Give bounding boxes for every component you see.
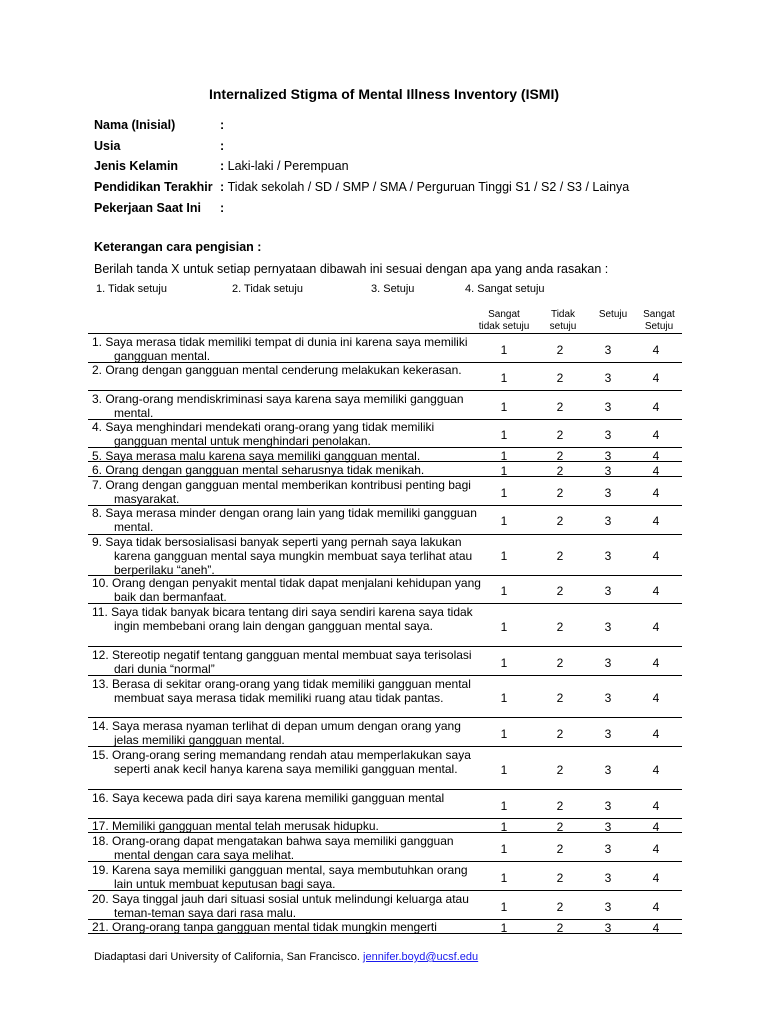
- table-row: [88, 576, 682, 603]
- score-option-4[interactable]: 4: [652, 400, 660, 414]
- table-row: [88, 892, 682, 919]
- table-row: [88, 463, 682, 476]
- statement-text: 18. Orang-orang dapat mengatakan bahwa saya memiliki gangguan mental dengan cara saya melihat.: [92, 834, 457, 862]
- statement-text: 15. Orang-orang sering memandang rendah atau memperlakukan saya seperti anak kecil hanya karena saya memiliki gangguan mental.: [92, 748, 475, 776]
- score-option-1[interactable]: 1: [500, 584, 508, 598]
- table-row: [88, 363, 682, 390]
- table-row: [88, 335, 682, 362]
- statement-text: 7. Orang dengan gangguan mental memberikan kontribusi penting bagi masyarakat.: [92, 478, 475, 506]
- row-divider: [88, 832, 682, 833]
- identity-colon: :: [220, 118, 225, 132]
- footer: [94, 951, 478, 963]
- page-title: Internalized Stigma of Mental Illness Inventory (ISMI): [208, 86, 560, 102]
- statement-text: 20. Saya tinggal jauh dari situasi sosial untuk melindungi keluarga atau teman-teman saya dari rasa malu.: [92, 892, 473, 920]
- row-divider: [88, 789, 682, 790]
- score-option-2[interactable]: 2: [556, 486, 564, 500]
- statement-text: 13. Berasa di sekitar orang-orang yang tidak memiliki gangguan mental membuat saya merasa tidak memiliki ruang atau tidak pantas.: [92, 677, 475, 705]
- score-option-3[interactable]: 3: [604, 691, 612, 705]
- score-option-3[interactable]: 3: [604, 428, 612, 442]
- score-option-4[interactable]: 4: [652, 486, 660, 500]
- statement-text: 10. Orang dengan penyakit mental tidak dapat menjalani kehidupan yang baik dan bermanfaat.: [92, 576, 485, 604]
- row-divider: [88, 447, 682, 448]
- statement-text: 19. Karena saya memiliki gangguan mental, saya membutuhkan orang lain untuk membuat keputusan bagi saya.: [92, 863, 471, 891]
- score-option-3[interactable]: 3: [604, 371, 612, 385]
- statement-text: 2. Orang dengan gangguan mental cenderung melakukan kekerasan.: [92, 363, 462, 377]
- statement-text: 9. Saya tidak bersosialisasi banyak seperti yang pernah saya lakukan karena gangguan mental saya mungkin membuat saya terlihat atau berperilaku “aneh”.: [92, 535, 476, 577]
- statement-text: 1. Saya merasa tidak memiliki tempat di dunia ini karena saya memiliki gangguan mental.: [92, 335, 471, 363]
- scale-option: 4. Sangat setuju: [465, 283, 545, 295]
- email-link[interactable]: jennifer.boyd@ucsf.edu: [363, 951, 479, 963]
- table-row: [88, 648, 682, 675]
- score-option-1[interactable]: 1: [500, 449, 508, 463]
- identity-colon: :: [220, 159, 228, 173]
- score-option-1[interactable]: 1: [500, 486, 508, 500]
- score-option-2[interactable]: 2: [556, 400, 564, 414]
- score-option-4[interactable]: 4: [652, 371, 660, 385]
- score-option-1[interactable]: 1: [500, 400, 508, 414]
- statement-text: 21. Orang-orang tanpa gangguan mental tidak mungkin mengerti: [92, 920, 437, 934]
- table-row: [88, 449, 682, 461]
- column-header: Tidak setuju: [549, 309, 577, 332]
- score-option-4[interactable]: 4: [652, 656, 660, 670]
- score-option-4[interactable]: 4: [652, 900, 660, 914]
- column-header: Setuju: [598, 309, 628, 320]
- footer-text: Diadaptasi dari University of California, San Francisco.: [94, 951, 364, 963]
- score-option-1[interactable]: 1: [500, 763, 508, 777]
- score-option-4[interactable]: 4: [652, 514, 660, 528]
- column-header: Sangat Setuju: [643, 309, 675, 332]
- score-option-1[interactable]: 1: [500, 820, 508, 834]
- row-divider: [88, 461, 682, 462]
- score-option-2[interactable]: 2: [556, 584, 564, 598]
- score-option-2[interactable]: 2: [556, 343, 564, 357]
- score-option-4[interactable]: 4: [652, 464, 660, 478]
- score-option-1[interactable]: 1: [500, 871, 508, 885]
- identity-label: Nama (Inisial): [94, 118, 176, 132]
- score-option-4[interactable]: 4: [652, 584, 660, 598]
- score-option-4[interactable]: 4: [652, 871, 660, 885]
- score-option-2[interactable]: 2: [556, 727, 564, 741]
- table-row: [88, 677, 682, 717]
- table-row: [88, 791, 682, 818]
- statement-text: 14. Saya merasa nyaman terlihat di depan umum dengan orang yang jelas memiliki gangguan mental.: [92, 719, 465, 747]
- row-divider: [88, 390, 682, 391]
- score-option-4[interactable]: 4: [652, 620, 660, 634]
- scale-option: 2. Tidak setuju: [232, 283, 303, 295]
- score-option-2[interactable]: 2: [556, 763, 564, 777]
- score-option-3[interactable]: 3: [604, 842, 612, 856]
- identity-label: Jenis Kelamin: [94, 159, 179, 173]
- score-option-3[interactable]: 3: [604, 620, 612, 634]
- identity-label: Pendidikan Terakhir: [94, 180, 213, 194]
- score-option-2[interactable]: 2: [556, 371, 564, 385]
- score-option-1[interactable]: 1: [500, 464, 508, 478]
- score-option-1[interactable]: 1: [500, 900, 508, 914]
- score-option-2[interactable]: 2: [556, 820, 564, 834]
- score-option-2[interactable]: 2: [556, 691, 564, 705]
- score-option-2[interactable]: 2: [556, 620, 564, 634]
- score-option-3[interactable]: 3: [604, 549, 612, 563]
- score-option-2[interactable]: 2: [556, 549, 564, 563]
- score-option-3[interactable]: 3: [604, 400, 612, 414]
- identity-label: Pekerjaan Saat Ini: [94, 201, 202, 215]
- identity-colon: :: [220, 201, 225, 215]
- table-row: [88, 920, 682, 933]
- score-option-1[interactable]: 1: [500, 514, 508, 528]
- score-option-2[interactable]: 2: [556, 464, 564, 478]
- score-option-4[interactable]: 4: [652, 842, 660, 856]
- score-option-1[interactable]: 1: [500, 428, 508, 442]
- identity-colon: :: [220, 180, 228, 194]
- score-option-3[interactable]: 3: [604, 486, 612, 500]
- statement-text: 3. Orang-orang mendiskriminasi saya karena saya memiliki gangguan mental.: [92, 392, 467, 420]
- score-option-3[interactable]: 3: [604, 820, 612, 834]
- statement-text: 4. Saya menghindari mendekati orang-orang yang tidak memiliki gangguan mental untuk menghindari penolakan.: [92, 420, 438, 448]
- score-option-4[interactable]: 4: [652, 763, 660, 777]
- row-divider: [88, 861, 682, 862]
- identity-field: [94, 179, 629, 195]
- score-option-1[interactable]: 1: [500, 842, 508, 856]
- table-row: [88, 748, 682, 789]
- table-row: [88, 834, 682, 861]
- statement-text: 12. Stereotip negatif tentang gangguan mental membuat saya terisolasi dari dunia “normal”: [92, 648, 475, 676]
- table-row: [88, 392, 682, 419]
- score-option-3[interactable]: 3: [604, 871, 612, 885]
- score-option-1[interactable]: 1: [500, 691, 508, 705]
- score-option-3[interactable]: 3: [604, 449, 612, 463]
- row-divider: [88, 476, 682, 477]
- score-option-1[interactable]: 1: [500, 799, 508, 813]
- score-option-2[interactable]: 2: [556, 799, 564, 813]
- score-option-3[interactable]: 3: [604, 799, 612, 813]
- score-option-2[interactable]: 2: [556, 921, 564, 935]
- score-option-2[interactable]: 2: [556, 514, 564, 528]
- score-option-3[interactable]: 3: [604, 464, 612, 478]
- score-option-4[interactable]: 4: [652, 691, 660, 705]
- score-option-4[interactable]: 4: [652, 727, 660, 741]
- table-row: [88, 605, 682, 646]
- statement-text: 6. Orang dengan gangguan mental seharusnya tidak menikah.: [92, 463, 425, 477]
- row-divider: [88, 675, 682, 676]
- row-divider: [88, 603, 682, 604]
- score-option-2[interactable]: 2: [556, 428, 564, 442]
- score-option-4[interactable]: 4: [652, 428, 660, 442]
- row-divider: [88, 890, 682, 891]
- table-row: [88, 819, 682, 832]
- score-option-4[interactable]: 4: [652, 799, 660, 813]
- score-option-2[interactable]: 2: [556, 656, 564, 670]
- score-option-1[interactable]: 1: [500, 549, 508, 563]
- identity-field: [94, 117, 224, 133]
- score-option-1[interactable]: 1: [500, 727, 508, 741]
- score-option-3[interactable]: 3: [604, 763, 612, 777]
- statement-text: 5. Saya merasa malu karena saya memiliki gangguan mental.: [92, 449, 421, 463]
- scale-option: 1. Tidak setuju: [96, 283, 167, 295]
- table-row: [88, 478, 682, 505]
- table-row: [88, 420, 682, 447]
- score-option-1[interactable]: 1: [500, 343, 508, 357]
- score-option-3[interactable]: 3: [604, 900, 612, 914]
- instructions-text: Berilah tanda X untuk setiap pernyataan dibawah ini sesuai dengan apa yang anda rasakan :: [94, 262, 609, 276]
- identity-field: [94, 200, 224, 216]
- table-row: [88, 719, 682, 746]
- score-option-4[interactable]: 4: [652, 549, 660, 563]
- score-option-1[interactable]: 1: [500, 620, 508, 634]
- statement-text: 17. Memiliki gangguan mental telah merusak hidupku.: [92, 819, 379, 833]
- column-header: Sangat tidak setuju: [478, 309, 530, 332]
- scale-option: 3. Setuju: [371, 283, 415, 295]
- score-option-1[interactable]: 1: [500, 371, 508, 385]
- score-option-3[interactable]: 3: [604, 921, 612, 935]
- statement-text: 8. Saya merasa minder dengan orang lain yang tidak memiliki gangguan mental.: [92, 506, 481, 534]
- table-row: [88, 863, 682, 890]
- table-row: [88, 535, 682, 575]
- identity-label: Usia: [94, 139, 121, 153]
- row-divider: [88, 746, 682, 747]
- score-option-2[interactable]: 2: [556, 842, 564, 856]
- score-option-3[interactable]: 3: [604, 584, 612, 598]
- instructions-heading: Keterangan cara pengisian :: [94, 240, 262, 254]
- score-option-1[interactable]: 1: [500, 656, 508, 670]
- score-option-3[interactable]: 3: [604, 656, 612, 670]
- score-option-1[interactable]: 1: [500, 921, 508, 935]
- identity-colon: :: [220, 139, 225, 153]
- score-option-2[interactable]: 2: [556, 871, 564, 885]
- statement-text: 16. Saya kecewa pada diri saya karena memiliki gangguan mental: [92, 791, 445, 805]
- table-top-rule: [88, 333, 682, 334]
- score-option-2[interactable]: 2: [556, 900, 564, 914]
- score-option-3[interactable]: 3: [604, 727, 612, 741]
- row-divider: [88, 717, 682, 718]
- identity-field: [94, 158, 349, 174]
- identity-value: Tidak sekolah / SD / SMP / SMA / Perguruan Tinggi S1 / S2 / S3 / Lainya: [227, 180, 630, 194]
- score-option-3[interactable]: 3: [604, 514, 612, 528]
- row-divider: [88, 933, 682, 934]
- score-option-3[interactable]: 3: [604, 343, 612, 357]
- statement-text: 11. Saya tidak banyak bicara tentang diri saya sendiri karena saya tidak ingin membebani orang lain dengan gangguan mental saya.: [92, 605, 477, 633]
- score-option-4[interactable]: 4: [652, 449, 660, 463]
- score-option-4[interactable]: 4: [652, 921, 660, 935]
- identity-value: Laki-laki / Perempuan: [227, 159, 349, 173]
- table-row: [88, 506, 682, 534]
- row-divider: [88, 646, 682, 647]
- identity-field: [94, 138, 224, 154]
- score-option-4[interactable]: 4: [652, 820, 660, 834]
- score-option-2[interactable]: 2: [556, 449, 564, 463]
- score-option-4[interactable]: 4: [652, 343, 660, 357]
